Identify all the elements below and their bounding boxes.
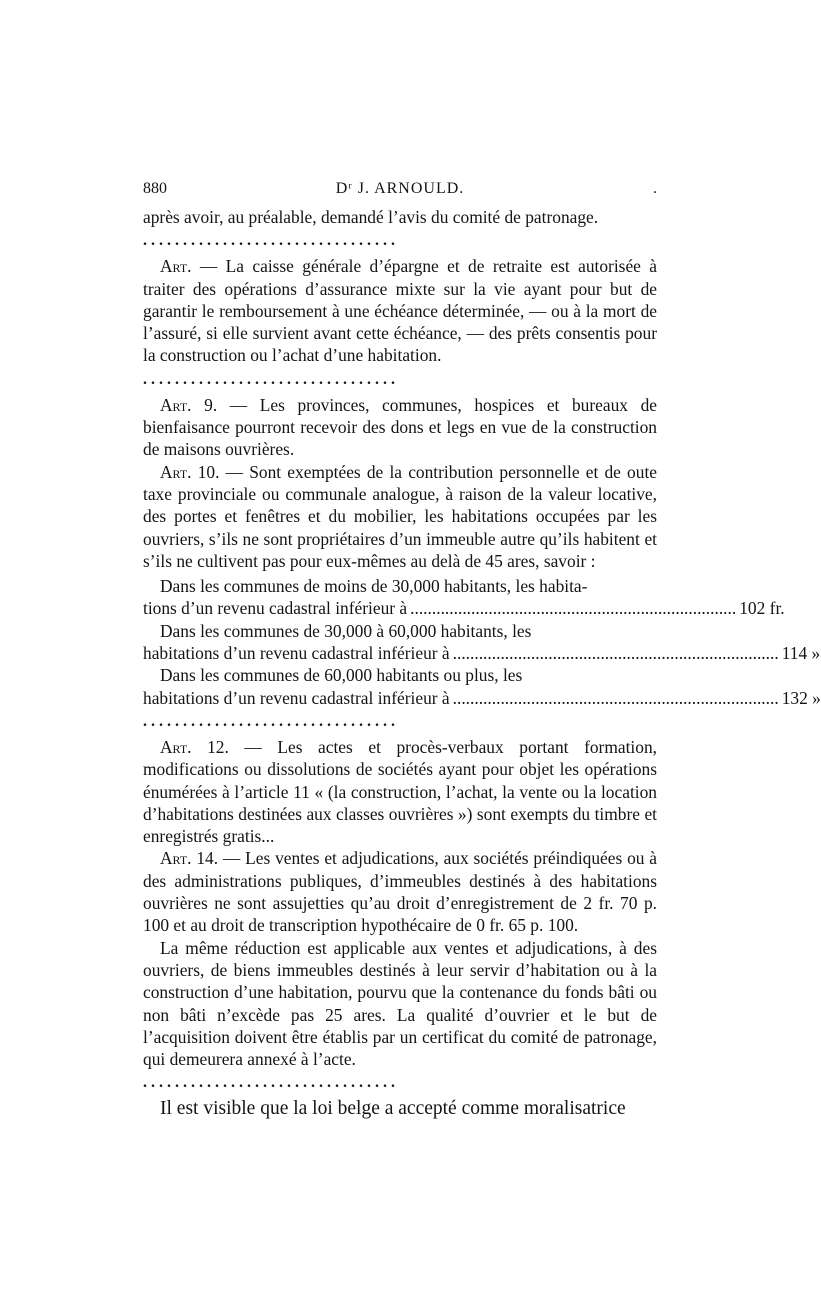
article-label: Art. 9. (160, 394, 218, 415)
article-text: — Sont exemptées de la contribution personnelle et de oute taxe provinciale ou communale analogue, à raison de la valeur locative, des portes et fenêtres et du mobilier, les habitations occupées par les ouvriers, s’ils ne sont propriétaires d’un immeuble autre qu’ils habitent et s’ils ne cultivent pas pour eux-mêmes au delà de 45 ares, savoir : (143, 461, 657, 571)
tax-tier-list (143, 575, 821, 709)
ellipsis-row: . . . . . . . . . . . . . . . . . . . . . . . . . . . . . . . . (143, 1074, 395, 1092)
dot-leader: ........................................................................... (452, 687, 779, 708)
tier-3-second-line (143, 687, 821, 709)
article-unnumbered (143, 255, 657, 366)
tier-2-second-line (143, 642, 821, 664)
header-mark: . (653, 180, 657, 197)
tier-3-label: habitations d’un revenu cadastral inférieur à (143, 687, 450, 708)
page-header (143, 178, 657, 202)
reduction-paragraph: La même réduction est applicable aux ventes et adjudications, à des ouvriers, de biens immeubles destinés à leur servir d’habitation ou à la construction d’une habitation, pourvu que la contenance du fonds bâti ou non bâti n’excède pas 25 ares. La qualité d’ouvrier et le but de l’acquisition doivent être établis par un certificat du comité de patronage, qui demeurera annexé à l’acte. (143, 937, 657, 1070)
tier-1-first-line: Dans les communes de moins de 30,000 habitants, les habita- (160, 576, 588, 597)
article-label: Art. (160, 256, 192, 277)
article-label: Art. 12. (160, 736, 229, 757)
article-label: Art. 10. (160, 461, 220, 482)
tier-2-amount: 114 » (781, 643, 821, 664)
article-9 (143, 394, 657, 461)
tier-1-amount: 102 fr. (739, 598, 785, 619)
tier-3-first-line: Dans les communes de 60,000 habitants ou plus, les (160, 665, 523, 686)
article-text: — La caisse générale d’épargne et de retraite est autorisée à traiter des opérations d’assurance mixte sur la vie ayant pour but de garantir le remboursement à une échéance déterminée, — ou à la mort de l’assuré, si elle survient avant cette échéance, — des prêts consentis pour la construction ou l’achat d’une habitation. (143, 256, 657, 366)
page-body (143, 178, 821, 1097)
article-12 (143, 736, 657, 847)
dot-leader: ........................................................................... (410, 598, 737, 619)
tier-3-amount: 132 » (781, 687, 821, 708)
article-text: — Les actes et procès-verbaux portant formation, modifications ou dissolutions de sociétés ayant pour objet les opérations énumérées à l’article 11 « (la construction, l’achat, la vente ou la location d’habitations destinées aux classes ouvrières ») sont exempts du timbre et enregistrés gratis... (143, 736, 657, 847)
tier-1-second-line (143, 597, 785, 619)
tier-2-first-line: Dans les communes de 30,000 à 60,000 habitants, les (160, 620, 532, 641)
article-text: — Les provinces, communes, hospices et bureaux de bienfaisance pourront recevoir des dons et legs en vue de la construction de maisons ouvrières. (143, 394, 657, 460)
article-text: — Les ventes et adjudications, aux sociétés préindiquées ou à des administrations publiques, d’immeubles destinés à des habitations ouvrières ne sont assujetties qu’au droit d’enregistrement de 2 fr. 70 p. 100 et au droit de transcription hypothécaire de 0 fr. 65 p. 100. (143, 848, 657, 936)
tier-2-label: habitations d’un revenu cadastral inférieur à (143, 643, 450, 664)
tier-1-label: tions d’un revenu cadastral inférieur à (143, 598, 408, 619)
page-number: 880 (143, 180, 167, 197)
article-14 (143, 847, 657, 936)
closing-line: Il est visible que la loi belge a accepté comme moralisatrice (160, 1098, 626, 1119)
running-head: Dʳ J. ARNOULD. (335, 180, 465, 197)
article-label: Art. 14. (160, 848, 219, 869)
ellipsis-row: . . . . . . . . . . . . . . . . . . . . . . . . . . . . . . . . (143, 232, 395, 250)
article-10 (143, 461, 657, 572)
ellipsis-row: . . . . . . . . . . . . . . . . . . . . . . . . . . . . . . . . (143, 712, 395, 730)
ellipsis-row: . . . . . . . . . . . . . . . . . . . . . . . . . . . . . . . . (143, 370, 395, 388)
dot-leader: ........................................................................... (452, 643, 779, 664)
opening-paragraph: après avoir, au préalable, demandé l’avis du comité de patronage. (143, 207, 599, 227)
